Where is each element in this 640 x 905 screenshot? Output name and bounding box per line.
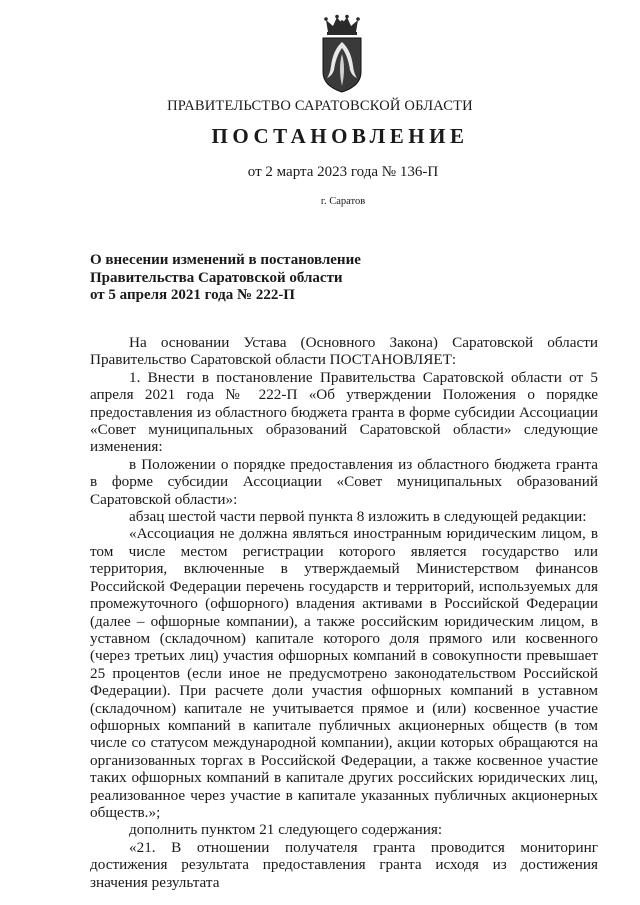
subject-line: О внесении изменений в постановление [90, 252, 361, 268]
document-subject [90, 252, 430, 305]
body-paragraph: «21. В отношении получателя гранта проводится мониторинг достижения результата предоставления гранта исходя из достижения значения результата [90, 838, 598, 891]
body-paragraph: в Положении о порядке предоставления из областного бюджета гранта в форме субсидии Ассоциации «Совет муниципальных образований Саратовской области»: [90, 455, 598, 508]
document-body [90, 334, 598, 891]
subject-line: Правительства Саратовской области [90, 269, 343, 286]
body-paragraph: На основании Устава (Основного Закона) Саратовской области Правительство Саратовской области ПОСТАНОВЛЯЕТ: [90, 334, 598, 369]
body-paragraph: дополнить пунктом 21 следующего содержания: [129, 821, 443, 839]
body-paragraph: «Ассоциация не должна являться иностранным юридическим лицом, в том числе местом регистрации которого является государство или территория, включенные в утверждаемый Министерством финансов Российской Федерации перечень государств и территорий, используемых для промежуточного (офшорного) владения активами в Российской Федерации (далее – офшорные компании), а также российским юридическим лицом, в уставном (складочном) капитале которого доля прямого или косвенного (через третьих лиц) участия офшорных компаний в совокупности превышает 25 процентов (если иное не предусмотрено законодательством Российской Федерации). При расчете доли участия офшорных компаний в уставном (складочном) капитале не учитывается прямое и (или) косвенное участие офшорных компаний в капитале публичных акционерных обществ (в том числе со статусом международной компании), акции которых обращаются на организованных торгах в Российской Федерации, а также косвенное участие таких офшорных компаний в капитале других российских юридических лиц, реализованное через участие в капитале указанных публичных акционерных обществ.»; [90, 525, 598, 821]
coat-of-arms-icon [318, 14, 366, 94]
document-place: г. Саратов [320, 196, 366, 207]
document-type-title: ПОСТАНОВЛЕНИЕ [211, 124, 469, 148]
subject-line: от 5 апреля 2021 года № 222-П [90, 287, 295, 303]
document-date-number: от 2 марта 2023 года № 136-П [247, 164, 439, 180]
issuing-authority: ПРАВИТЕЛЬСТВО САРАТОВСКОЙ ОБЛАСТИ [167, 98, 473, 114]
body-paragraph: абзац шестой части первой пункта 8 изложить в следующей редакции: [129, 508, 587, 526]
body-paragraph: 1. Внести в постановление Правительства Саратовской области от 5 апреля 2021 года № 222-П «Об утверждении Положения о порядке предоставления из областного бюджета гранта в форме субсидии Ассоциации «Совет муниципальных образований Саратовской области» следующие изменения: [90, 368, 598, 456]
